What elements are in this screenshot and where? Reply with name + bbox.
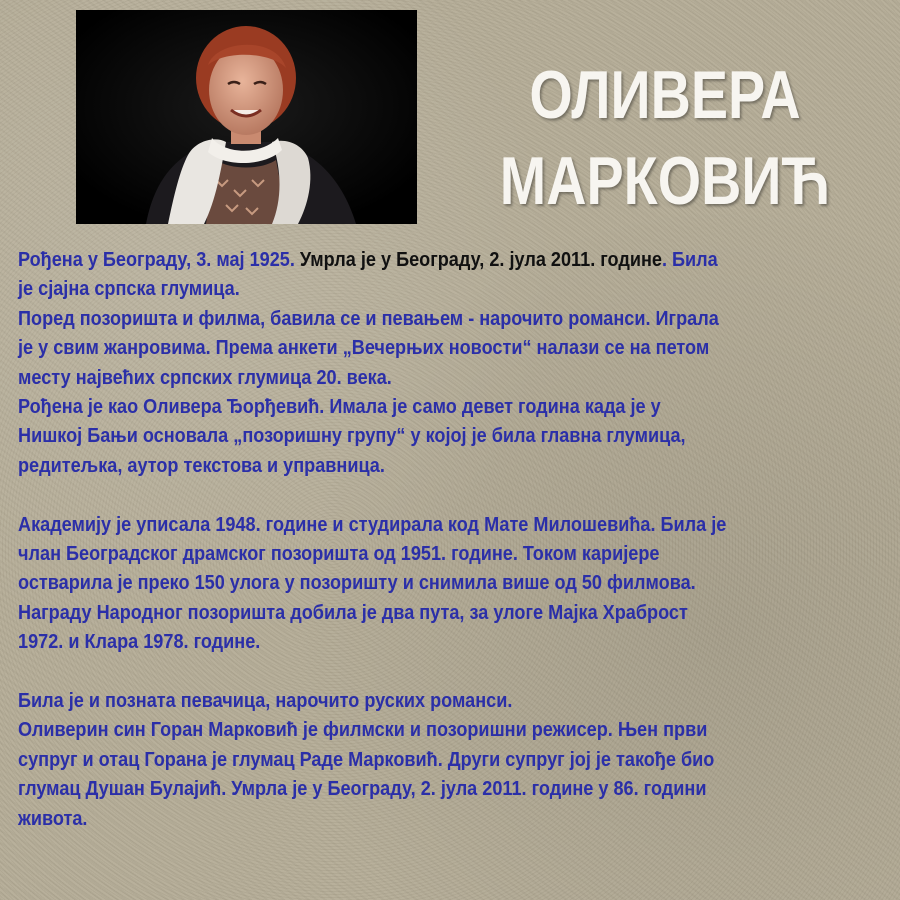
text-line: живота. — [18, 807, 88, 830]
biography-text — [18, 246, 814, 834]
portrait-icon — [76, 10, 417, 224]
text-line: је у свим жанровима. Према анкети „Вечерњих новости“ налази се на петом — [18, 337, 710, 360]
text-line: Академију је уписала 1948. године и студирала код Мате Милошевића. Била је — [18, 513, 727, 536]
text-line: Рођена је као Оливера Ђорђевић. Имала је само девет година када је у — [18, 396, 661, 419]
text-line: Поред позоришта и филма, бавила се и певањем - нарочито романси. Играла — [18, 307, 719, 330]
text-line: Оливерин син Горан Марковић је филмски и позоришни режисер. Њен први — [18, 719, 708, 742]
title-first-name: ОЛИВЕРА — [529, 57, 801, 133]
paragraph-gap — [18, 481, 814, 510]
text-line: Награду Народног позоришта добила је два пута, за улоге Мајка Храброст — [18, 601, 688, 624]
text-line: 1972. и Клара 1978. године. — [18, 631, 261, 654]
text-line: је сјајна српска глумица. — [18, 278, 240, 301]
paragraph-gap — [18, 658, 814, 687]
text-line: остварила је преко 150 улога у позоришту и снимила више од 50 филмова. — [18, 572, 696, 595]
text-line: супруг и отац Горана је глумац Раде Марковић. Други супруг јој је такође био — [18, 748, 715, 771]
page-title — [481, 52, 850, 224]
text-line — [18, 246, 814, 275]
text-line: Нишкој Бањи основала „позоришну групу“ у којој је била главна глумица, — [18, 425, 686, 448]
text-line: глумац Душан Булајић. Умрла је у Београду, 2. јула 2011. године у 86. години — [18, 778, 707, 801]
title-last-name: МАРКОВИЋ — [499, 143, 831, 219]
birth-info: Рођена у Београду, 3. мај 1925. — [18, 249, 295, 271]
text-line: месту највећих српских глумица 20. века. — [18, 366, 392, 389]
text-line: члан Београдског драмског позоришта од 1951. године. Током каријере — [18, 543, 660, 566]
text-line: Била је и позната певачица, нарочито руских романси. — [18, 690, 513, 713]
death-info: Умрла је у Београду, 2. јула 2011. године — [294, 249, 662, 271]
portrait-photo — [76, 10, 417, 224]
text-line: редитељка, аутор текстова и управница. — [18, 454, 385, 477]
text-fragment: . Била — [661, 249, 718, 271]
